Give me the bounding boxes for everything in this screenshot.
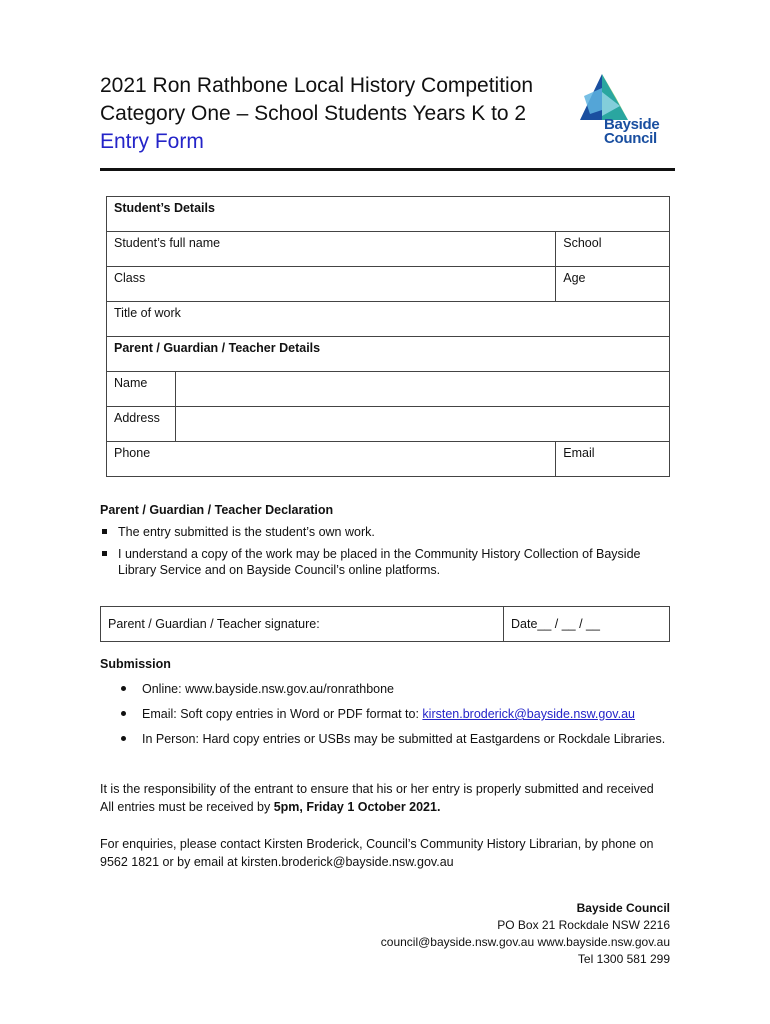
header-divider bbox=[100, 168, 675, 171]
online-text: Online: www.bayside.nsw.gov.au/ronrathbone bbox=[142, 682, 395, 696]
title-line-2: Category One – School Students Years K to 2 bbox=[100, 102, 527, 125]
responsibility-paragraph bbox=[100, 780, 670, 816]
bullet-icon bbox=[121, 711, 126, 716]
submission-item-in-person bbox=[100, 730, 680, 748]
square-bullet-icon bbox=[102, 551, 107, 556]
declaration-item-text: The entry submitted is the student’s own work. bbox=[118, 525, 375, 539]
name-label: Name bbox=[107, 372, 176, 407]
school-field[interactable]: School bbox=[556, 232, 670, 267]
declaration-item bbox=[100, 546, 680, 578]
square-bullet-icon bbox=[102, 529, 107, 534]
submission-heading: Submission bbox=[100, 657, 171, 671]
phone-field[interactable]: Phone bbox=[107, 442, 556, 477]
logo-line-1: Bayside bbox=[604, 116, 660, 133]
title-line-1: 2021 Ron Rathbone Local History Competition bbox=[100, 74, 534, 97]
footer-tel: Tel 1300 581 299 bbox=[577, 952, 670, 966]
full-name-field[interactable]: Student’s full name bbox=[107, 232, 556, 267]
date-field[interactable]: Date__ / __ / __ bbox=[504, 607, 670, 642]
email-field[interactable]: Email bbox=[556, 442, 670, 477]
title-of-work-field[interactable]: Title of work bbox=[107, 302, 670, 337]
name-input[interactable] bbox=[176, 372, 670, 407]
logo-wordmark bbox=[604, 118, 659, 146]
footer-contact-block bbox=[381, 900, 670, 968]
address-label: Address bbox=[107, 407, 176, 442]
submission-item-email bbox=[100, 705, 680, 723]
signature-field[interactable]: Parent / Guardian / Teacher signature: bbox=[101, 607, 504, 642]
bayside-council-logo bbox=[570, 70, 670, 160]
logo-line-2: Council bbox=[604, 130, 657, 147]
email-prefix-text: Email: Soft copy entries in Word or PDF format to: bbox=[142, 707, 423, 721]
document-title bbox=[100, 72, 533, 156]
footer-address: PO Box 21 Rockdale NSW 2216 bbox=[497, 918, 670, 932]
submission-item-online bbox=[100, 680, 680, 698]
declaration-heading: Parent / Guardian / Teacher Declaration bbox=[100, 503, 334, 517]
submission-list bbox=[100, 680, 680, 755]
in-person-text: In Person: Hard copy entries or USBs may be submitted at Eastgardens or Rockdale Libraries. bbox=[142, 732, 666, 746]
declaration-item-text: I understand a copy of the work may be placed in the Community History Collection of Bayside Library Service and on Bayside Council’s online platforms. bbox=[118, 547, 641, 577]
declaration-item bbox=[100, 524, 680, 540]
entry-form-table bbox=[106, 196, 670, 477]
responsibility-text: It is the responsibility of the entrant to ensure that his or her entry is properly submitted and received All entries must be received by bbox=[100, 782, 654, 814]
bullet-icon bbox=[121, 686, 126, 691]
class-field[interactable]: Class bbox=[107, 267, 556, 302]
email-link[interactable]: kirsten.broderick@bayside.nsw.gov.au bbox=[422, 707, 635, 721]
students-details-heading: Student’s Details bbox=[107, 197, 670, 232]
address-input[interactable] bbox=[176, 407, 670, 442]
footer-org: Bayside Council bbox=[576, 901, 670, 915]
deadline-text: 5pm, Friday 1 October 2021. bbox=[273, 800, 441, 814]
bullet-icon bbox=[121, 736, 126, 741]
signature-table bbox=[100, 606, 670, 642]
declaration-list bbox=[100, 524, 680, 578]
age-field[interactable]: Age bbox=[556, 267, 670, 302]
enquiries-paragraph: For enquiries, please contact Kirsten Broderick, Council’s Community History Librarian, by phone on 9562 1821 or by email at kirsten.broderick@bayside.nsw.gov.au bbox=[100, 837, 654, 869]
declaration-section bbox=[100, 502, 680, 584]
footer-contacts: council@bayside.nsw.gov.au www.bayside.nsw.gov.au bbox=[380, 935, 670, 949]
parent-details-heading: Parent / Guardian / Teacher Details bbox=[107, 337, 670, 372]
title-line-3: Entry Form bbox=[100, 130, 204, 153]
